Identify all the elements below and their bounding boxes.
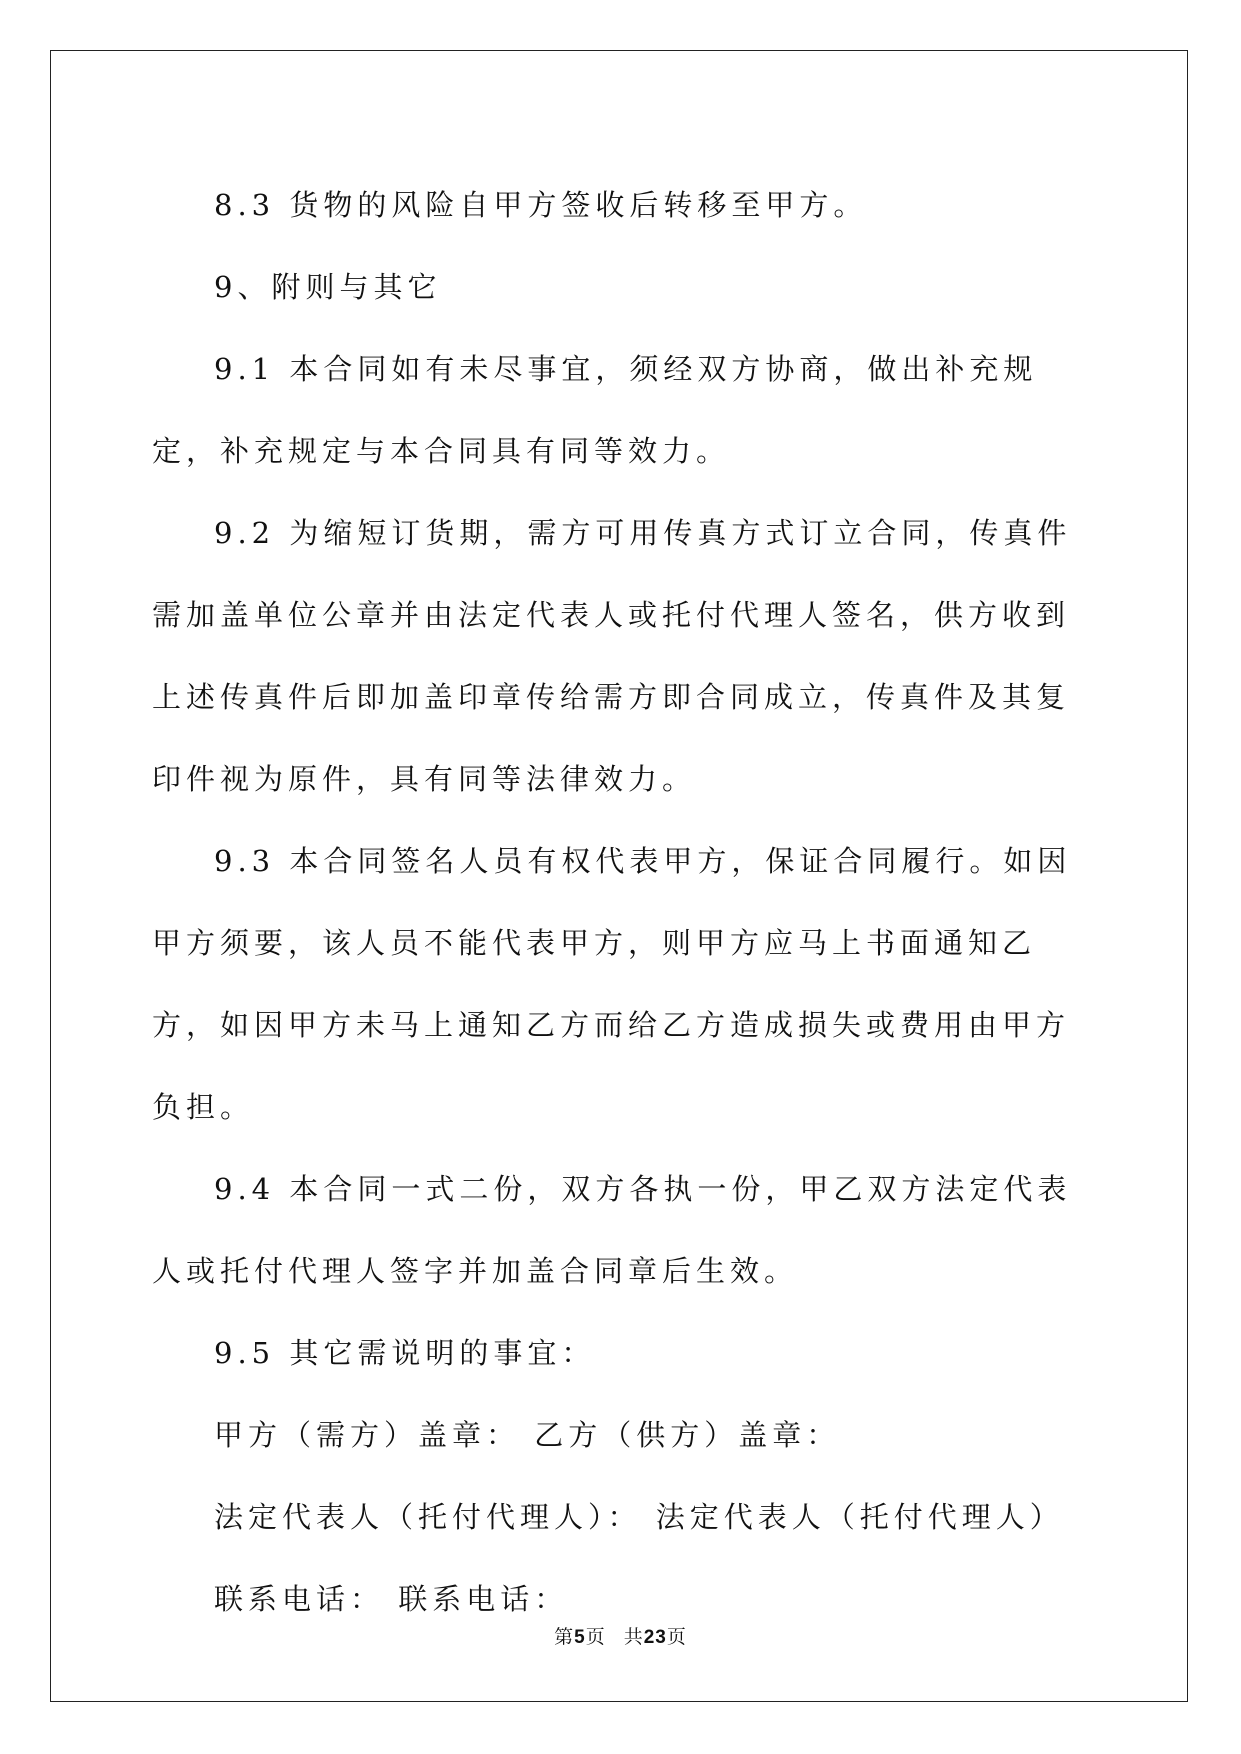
total-prefix: 共: [623, 1627, 644, 1648]
document-body: [152, 164, 1092, 1640]
clause-8-3: 8.3 货物的风险自甲方签收后转移至甲方。: [214, 188, 868, 222]
clause-9-4: 9.4 本合同一式二份，双方各执一份，甲乙双方法定代表人或托付代理人签字并加盖合同章后生效。: [152, 1172, 1072, 1288]
total-suffix: 页: [666, 1627, 687, 1648]
clause-9-1: 9.1 本合同如有未尽事宜，须经双方协商，做出补充规定，补充规定与本合同具有同等效力。: [152, 352, 1038, 468]
clause-9-5: 9.5 其它需说明的事宜：: [214, 1336, 596, 1370]
seal-line: 甲方（需方）盖章： 乙方（供方）盖章：: [214, 1418, 841, 1452]
section-9-heading: 9、附则与其它: [214, 270, 442, 304]
phone-line: 联系电话： 联系电话：: [214, 1582, 569, 1616]
clause-9-2: 9.2 为缩短订货期，需方可用传真方式订立合同，传真件需加盖单位公章并由法定代表人或托付代理人签名，供方收到上述传真件后即加盖印章传给需方即合同成立，传真件及其复印件视为原件，具有同等法律效力。: [152, 516, 1072, 796]
page-number: 5: [574, 1627, 586, 1648]
page-footer: [0, 1622, 1241, 1649]
total-pages: 23: [643, 1627, 667, 1648]
clause-9-3: 9.3 本合同签名人员有权代表甲方，保证合同履行。如因甲方须要，该人员不能代表甲方，则甲方应马上书面通知乙方，如因甲方未马上通知乙方而给乙方造成损失或费用由甲方负担。: [152, 844, 1072, 1124]
page-prefix: 第: [554, 1627, 575, 1648]
representative-line: 法定代表人（托付代理人）： 法定代表人（托付代理人）: [214, 1500, 1064, 1534]
page-suffix: 页: [585, 1627, 606, 1648]
